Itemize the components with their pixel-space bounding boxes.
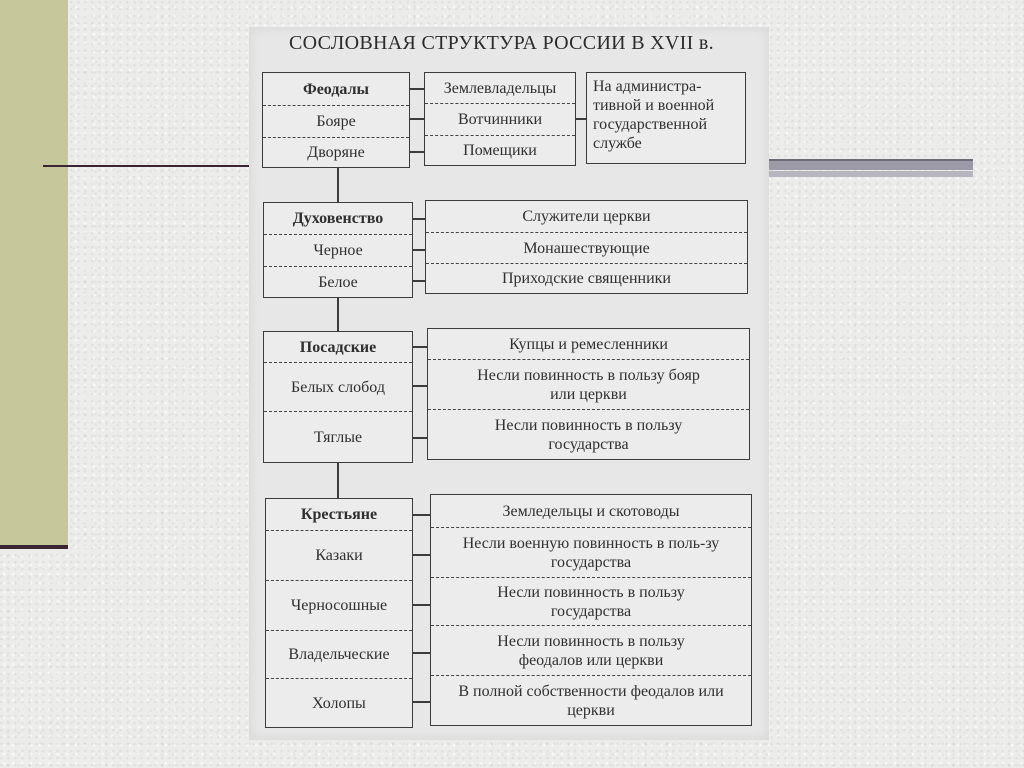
estate-group: Черное [264,234,412,266]
service-note-box [586,72,746,164]
estate-group: Черносошные [266,580,412,630]
detail-item: Несли повинность в пользу государства [428,409,749,459]
detail-box-peasants [430,494,752,726]
connector [413,385,427,387]
detail-item: Служители церкви [522,208,651,225]
connector [413,604,430,606]
detail-item: Несли военную повинность в поль-зу государства [431,527,751,577]
service-note: На администра-тивной и военной государственной службе [593,78,715,152]
estate-group: Дворяне [263,137,409,167]
decorative-line-right-lower [765,171,973,177]
estate-name: Феодалы [302,80,370,98]
connector [413,280,425,282]
estate-group: Владельческие [266,630,412,678]
left-band-base-line [0,545,68,549]
estate-name: Крестьяне [300,506,378,523]
detail-item: Вотчинники [425,103,575,135]
detail-item: Земледельцы и скотоводы [502,502,680,520]
connector [413,514,430,516]
estate-group: Тяглые [264,411,412,462]
detail-item: Приходские священники [426,263,747,293]
estate-box-townspeople [263,331,413,463]
detail-item: Несли повинность в пользу государства [431,577,751,625]
diagram-title: СОСЛОВНАЯ СТРУКТУРА РОССИИ В XVII в. [289,32,714,54]
detail-item: Несли повинность в пользу феодалов или церкви [431,625,751,675]
detail-item: Землевладельцы [443,79,557,97]
estate-name: Духовенство [292,210,384,227]
detail-item: Монашествующие [426,232,747,263]
estate-box-feudals [262,72,410,168]
detail-item: Купцы и ремесленники [509,335,668,353]
connector [410,88,424,90]
detail-item: В полной собственности феодалов или церкви [431,675,751,725]
estate-group: Холопы [266,678,412,727]
decorative-line-right [765,159,973,170]
connector [413,437,427,439]
estate-group: Бояре [263,105,409,137]
connector [410,151,424,153]
connector [413,249,425,251]
estate-group: Белых слобод [264,362,412,411]
decorative-line-left [43,165,253,167]
connector [576,118,586,120]
estate-box-clergy [263,202,413,298]
detail-item: Несли повинность в пользу бояр или церкви [428,359,749,409]
connector [410,118,424,120]
estate-group: Белое [264,266,412,297]
estate-name: Посадские [299,338,377,356]
connector [413,346,427,348]
estate-box-peasants [265,498,413,728]
connector [413,554,430,556]
detail-box-feudals [424,72,576,166]
detail-item: Помещики [425,135,575,165]
detail-box-townspeople [427,328,750,460]
connector [413,218,425,220]
estate-group: Казаки [266,530,412,580]
detail-box-clergy [425,200,748,294]
connector [413,701,430,703]
left-accent-band [0,0,68,545]
connector [413,652,430,654]
